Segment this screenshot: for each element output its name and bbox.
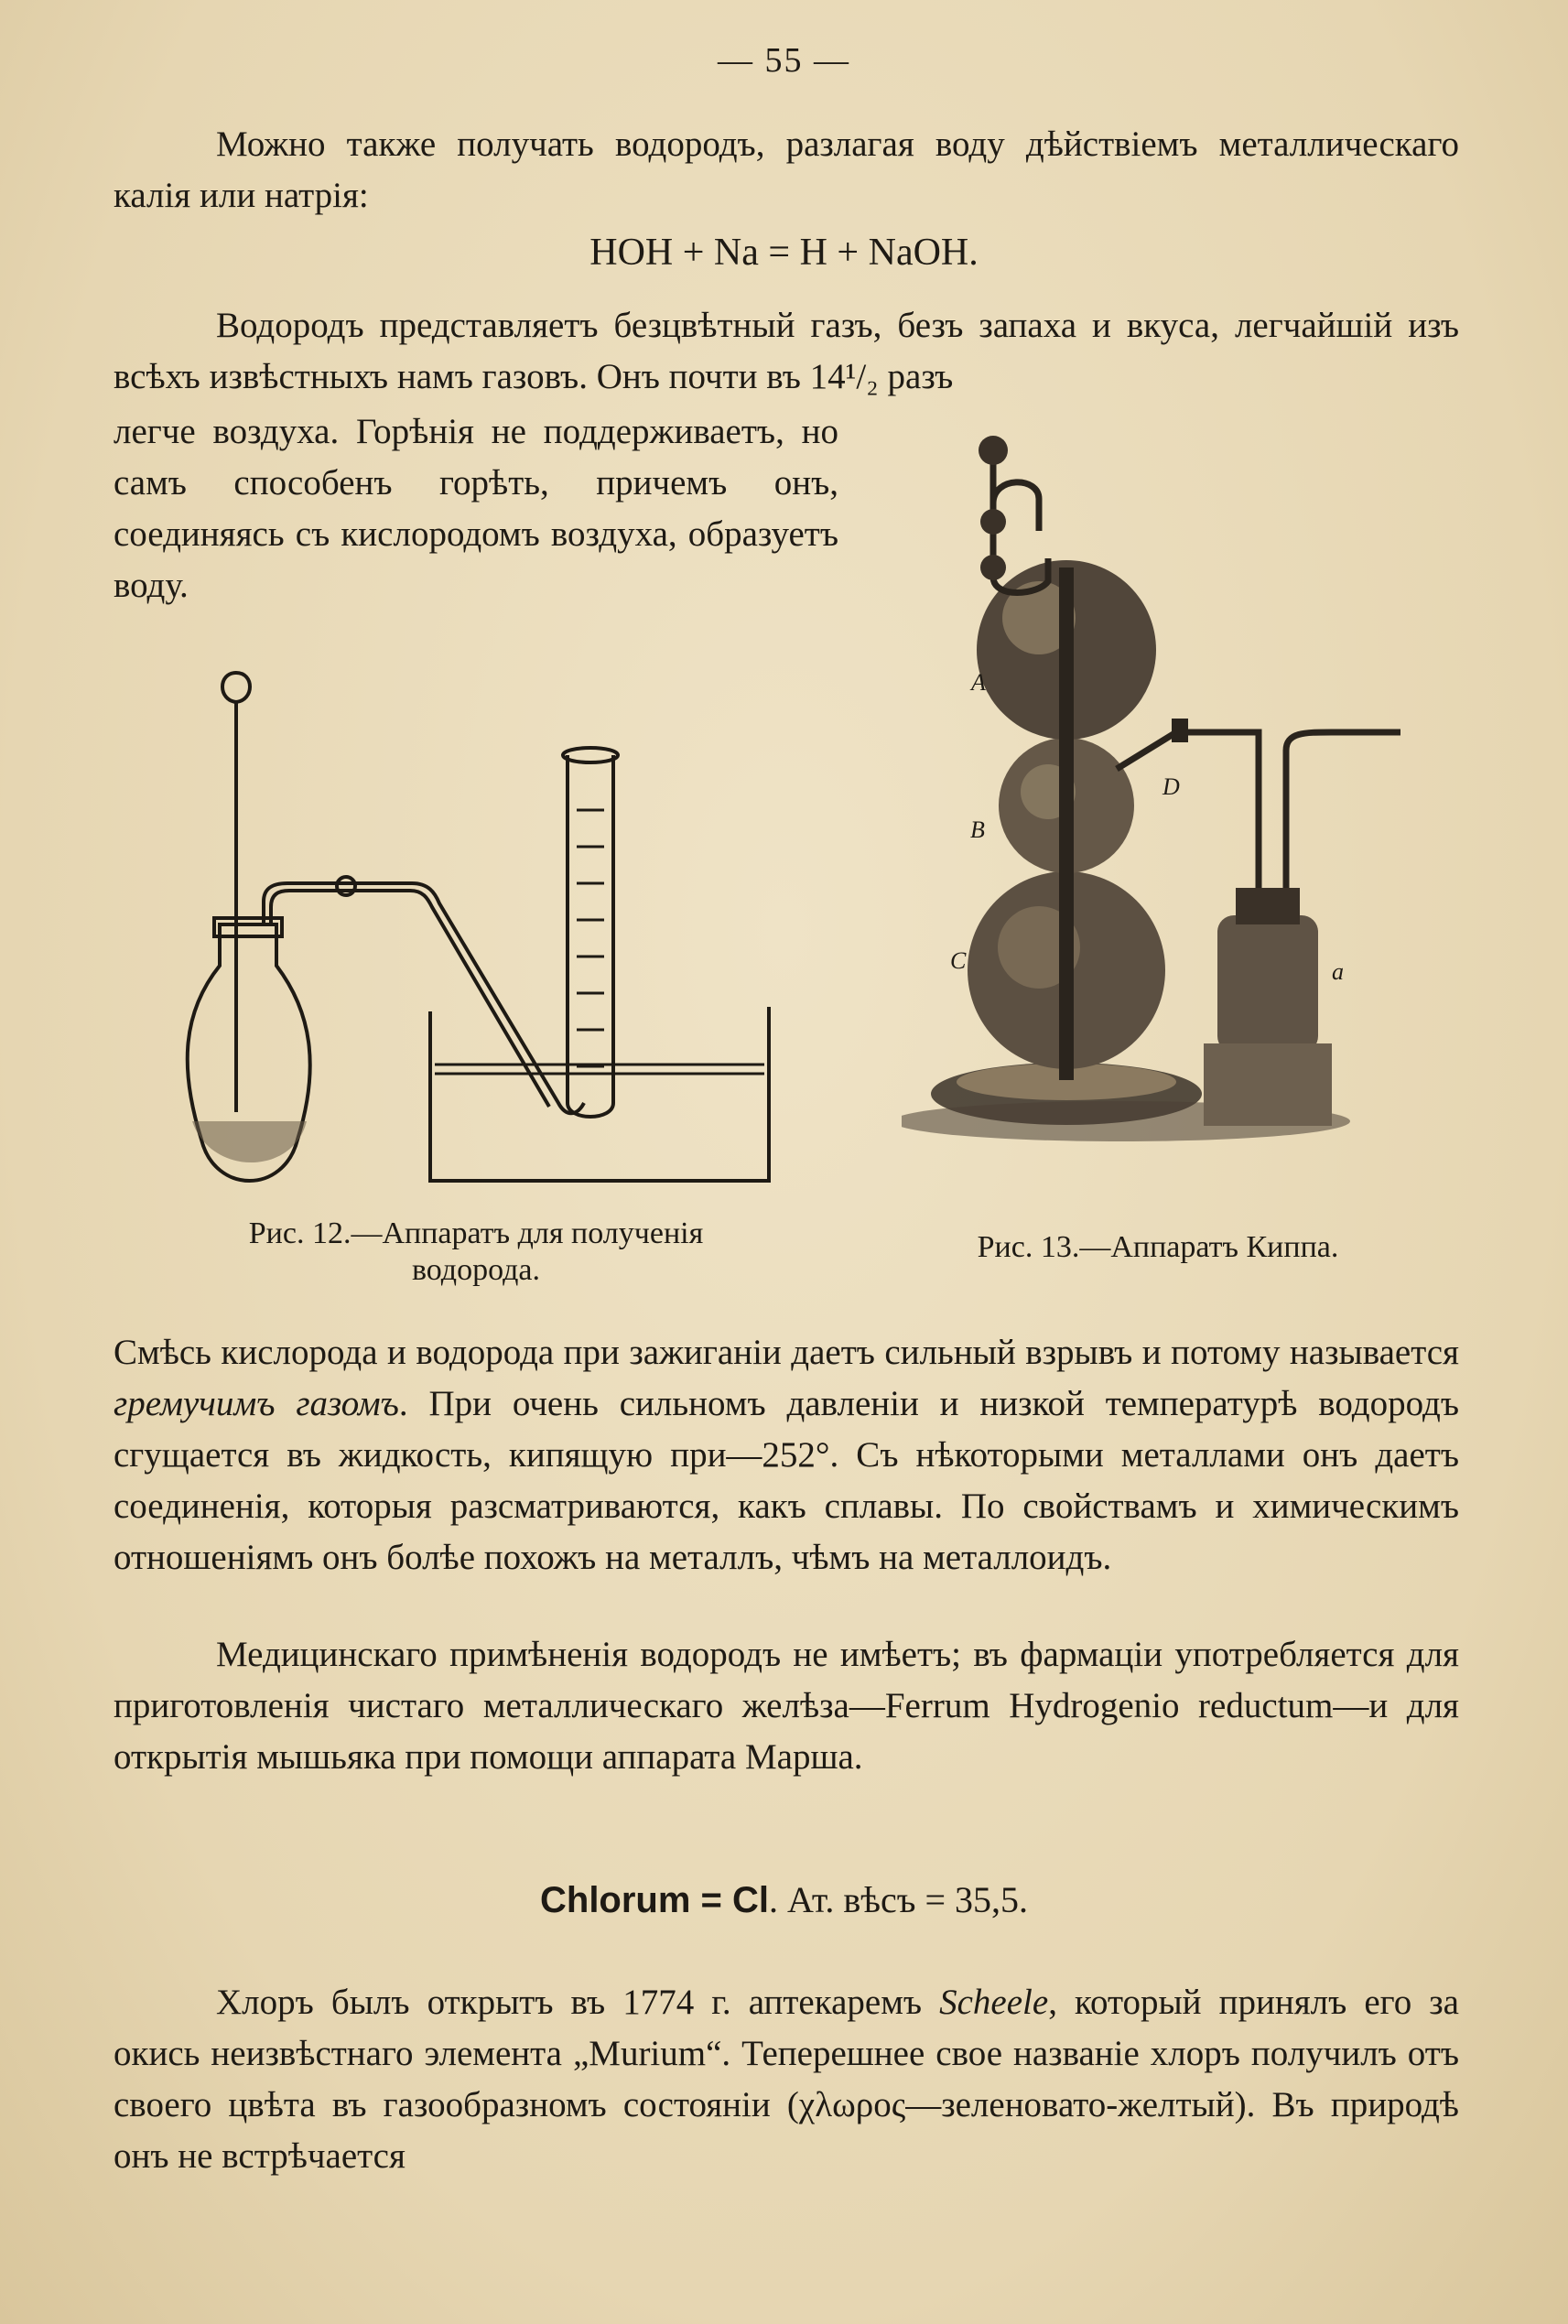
paragraph-2-continued: легче воздуха. Горѣнія не поддерживаетъ, но самъ способенъ горѣть, причемъ онъ, соединяясь съ кислородомъ воздуха, образуетъ воду. [114,412,838,605]
paragraph-5-text-b: , который принялъ его за окись неизвѣстнаго элемента „Murium“. Теперешнее свое названіе хлоръ получилъ отъ своего цвѣта въ газообразномъ состояніи (χλωρος—зеленовато-желтый). Въ природѣ онъ не встрѣчается [114,1983,1459,2176]
paragraph-4: Медицинскаго примѣненія водородъ не имѣетъ; въ фармаціи употребляется для приготовленія чистаго металлическаго желѣза—Ferrum Hydrogenio reductum—и для открытія мышьяка при помощи аппарата Марша. [114,1635,1459,1777]
paragraph-5 [114,1977,1459,2182]
paragraph-5-text-a: Хлоръ былъ открытъ въ 1774 г. аптекаремъ [216,1983,940,2022]
label-d: D [1162,773,1180,800]
chemical-formula: HOH + Na = H + NaOH. [589,232,979,274]
heading-atomic-weight: . Ат. вѣсъ = 35,5. [769,1879,1028,1920]
paragraph-2-full-width: Водородъ представляетъ безцвѣтный газъ, безъ запаха и вкуса, легчайшій изъ всѣхъ извѣстныхъ намъ газовъ. Онъ почти въ 14¹/₂ разъ [114,306,1459,396]
label-c: C [950,947,967,974]
figure-12-caption-line-2: водорода. [411,1253,541,1287]
label-a-upper: A [971,669,986,696]
page-number: — 55 — [718,41,850,80]
figure-12-caption [156,1216,796,1289]
figure-12-hydrogen-apparatus [174,664,796,1204]
paragraph-3 [114,1327,1459,1584]
paragraph-3-text-a: Смѣсь кислорода и водорода при зажиганіи даетъ сильный взрывъ и потому называется [114,1333,1459,1372]
paragraph-5-italic-name: Scheele [939,1983,1049,2022]
label-b: B [970,816,985,843]
figure-13-caption: Рис. 13.—Аппаратъ Киппа. [977,1230,1339,1264]
section-heading-chlorum [0,1878,1568,1921]
figure-12-caption-line-1: Рис. 12.—Аппаратъ для полученія [248,1216,704,1250]
paragraph-1: Можно также получать водородъ, разлагая воду дѣйствіемъ металлическаго калія или натрія: [114,124,1459,215]
paragraph-3-italic-term: гремучимъ газомъ [114,1384,399,1423]
heading-element-name: Chlorum = Cl [540,1880,770,1920]
label-a-lower: a [1332,958,1344,985]
paragraph-3-text-b: . При очень сильномъ давленіи и низкой температурѣ водородъ сгущается въ жидкость, кипящую при—252°. Съ нѣкоторыми металлами онъ даетъ соединенія, которыя разсматриваются, какъ сплавы. По свойствамъ и химическимъ отношеніямъ онъ болѣе похожъ на металлъ, чѣмъ на металлоидъ. [114,1384,1459,1577]
figure-13-kipp-apparatus [902,421,1414,1153]
